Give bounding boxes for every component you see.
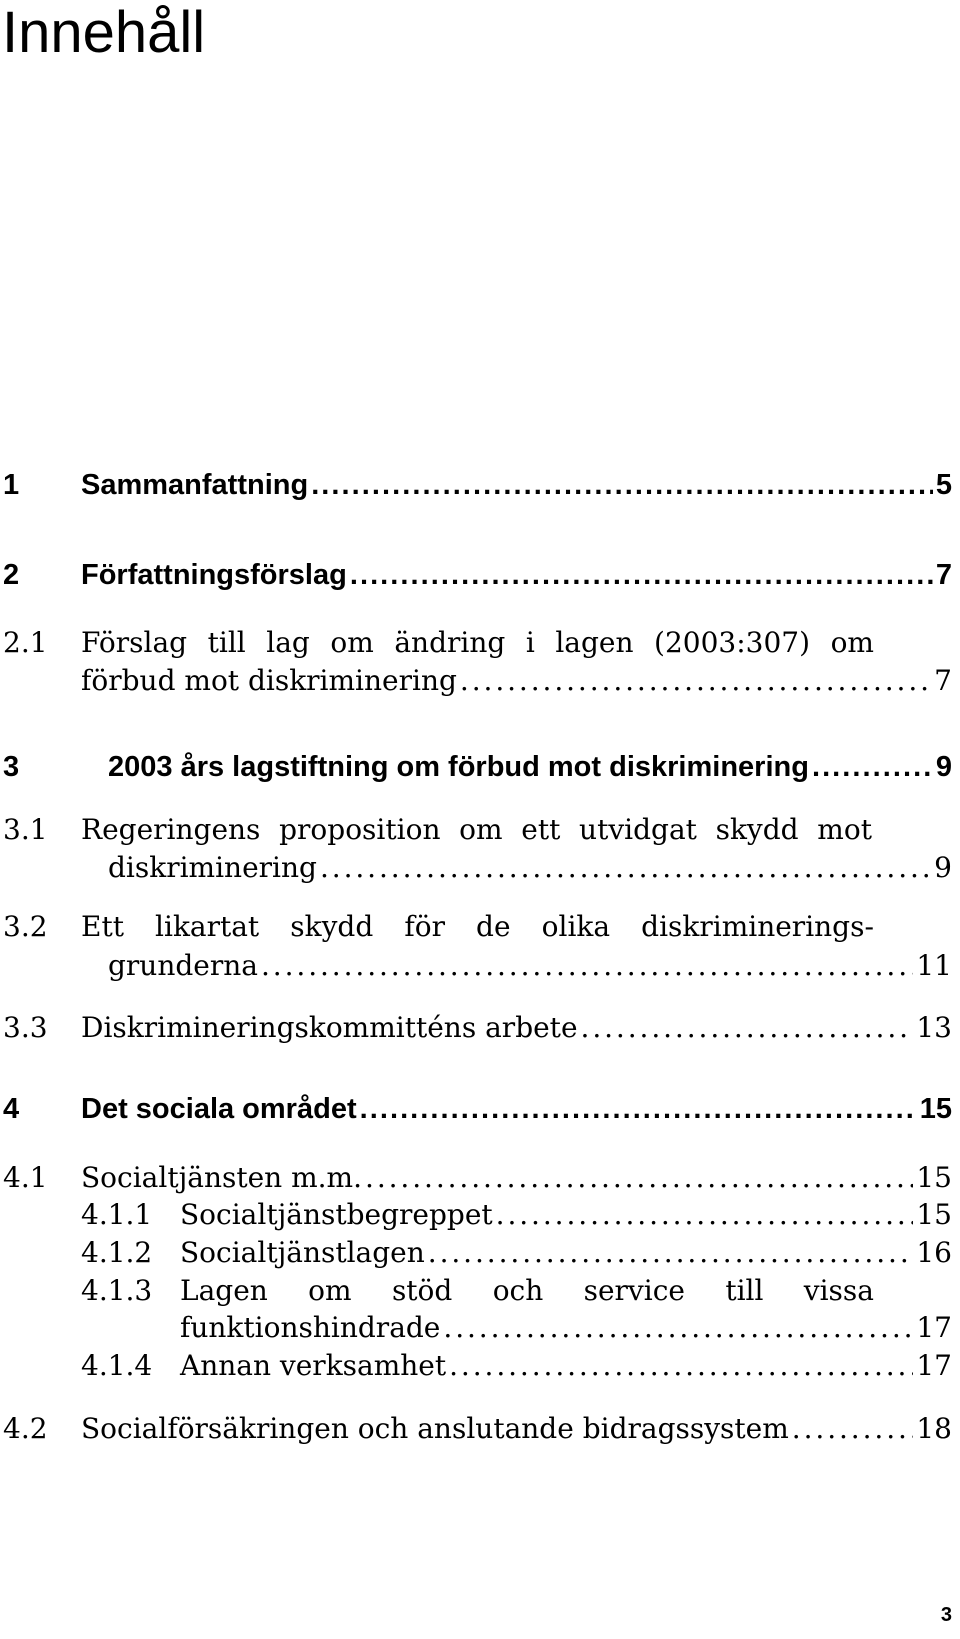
page-number: 3 [940, 1604, 952, 1626]
toc-word: vissa [803, 1274, 874, 1307]
toc-title: Socialtjänstlagen [180, 1236, 425, 1269]
toc-leader [460, 664, 931, 697]
toc-entry-4[interactable] [0, 1086, 952, 1126]
toc-page: 18 [916, 1412, 952, 1445]
toc-number: 2 [3, 559, 20, 591]
toc-title: 2003 års lagstiftning om förbud mot diskriminering [108, 751, 809, 783]
toc-word: ändring [394, 626, 506, 659]
toc-leader [443, 1311, 913, 1344]
toc-entry-3-2[interactable] [0, 903, 952, 943]
toc-word: skydd [290, 910, 374, 943]
toc-word: olika [541, 910, 611, 943]
toc-word: om [830, 626, 874, 659]
toc-title-line: grunderna [108, 949, 258, 982]
toc-page: 7 [934, 664, 952, 697]
toc-word: utvidgat [579, 813, 697, 846]
toc-number: 3 [3, 751, 20, 783]
toc-word: och [492, 1274, 544, 1307]
toc-number: 4.1.1 [81, 1198, 153, 1231]
toc-word: om [330, 626, 374, 659]
toc-entry-3-3[interactable] [0, 1004, 952, 1044]
toc-word: till [725, 1274, 764, 1307]
toc-entry-2[interactable] [0, 552, 952, 592]
toc-title: Socialförsäkringen och anslutande bidragssystem [81, 1412, 789, 1445]
toc-title-line: diskriminering [108, 851, 317, 884]
toc-entry-3-1[interactable] [0, 806, 952, 846]
toc-entry-4-1-2[interactable] [0, 1229, 952, 1269]
toc-title: Diskrimineringskommitténs arbete [81, 1011, 578, 1044]
toc-title: Det sociala området [81, 1093, 357, 1125]
toc-word: lagen [555, 626, 634, 659]
toc-word: för [404, 910, 445, 943]
toc-leader [496, 1198, 914, 1231]
toc-word: skydd [715, 813, 799, 846]
toc-page: 17 [916, 1349, 952, 1382]
toc-page: 11 [916, 949, 952, 982]
toc-entry-3-2-cont[interactable] [0, 942, 952, 982]
toc-title: Annan verksamhet [180, 1349, 447, 1382]
toc-title-line: funktionshindrade [180, 1311, 441, 1344]
toc-page: 15 [916, 1161, 952, 1194]
toc-number: 3.1 [3, 813, 48, 846]
toc-page: 15 [919, 1093, 952, 1125]
toc-entry-4-1-3-cont[interactable] [0, 1304, 952, 1344]
toc-number: 4.1.4 [81, 1349, 153, 1382]
toc-title: Sammanfattning [81, 469, 309, 501]
toc-page: 7 [935, 559, 952, 591]
toc-word: (2003:307) [654, 626, 811, 659]
toc-number: 4 [3, 1093, 20, 1125]
toc-page: 17 [916, 1311, 952, 1344]
toc-entry-4-2[interactable] [0, 1405, 952, 1445]
toc-leader [449, 1349, 913, 1382]
toc-word: de [476, 910, 511, 943]
toc-word: Regeringens [81, 813, 261, 846]
toc-word: i [525, 626, 535, 659]
toc-leader [581, 1011, 914, 1044]
toc-word: Förslag [81, 626, 188, 659]
toc-number: 1 [3, 469, 20, 501]
toc-page: 13 [916, 1011, 952, 1044]
toc-leader [320, 851, 931, 884]
toc-word: ett [521, 813, 561, 846]
toc-leader [360, 1093, 917, 1126]
toc-number: 2.1 [3, 626, 48, 659]
toc-page: 15 [916, 1198, 952, 1231]
toc-leader [311, 469, 933, 502]
toc-leader [428, 1236, 914, 1269]
toc-page: 9 [934, 851, 952, 884]
toc-number: 4.1.3 [81, 1274, 153, 1307]
toc-number: 4.1.2 [81, 1236, 153, 1269]
toc-entry-2-1-cont[interactable] [0, 657, 952, 697]
toc-word: service [583, 1274, 685, 1307]
toc-leader [812, 751, 933, 784]
toc-entry-4-1-1[interactable] [0, 1191, 952, 1231]
toc-leader [261, 949, 913, 982]
toc-title: Socialtjänsten m.m. [81, 1161, 363, 1194]
toc-leader [350, 559, 933, 592]
toc-word: mot [817, 813, 872, 846]
toc-entry-3-1-cont[interactable] [0, 844, 952, 884]
toc-word: till [207, 626, 246, 659]
toc-number: 4.2 [3, 1412, 48, 1445]
toc-page: 5 [935, 469, 952, 501]
page-title: Innehåll [2, 0, 206, 65]
toc-word: diskriminerings- [641, 910, 874, 943]
toc-word: lag [266, 626, 310, 659]
toc-leader [792, 1412, 914, 1445]
toc-title: Socialtjänstbegreppet [180, 1198, 493, 1231]
toc-word: stöd [391, 1274, 453, 1307]
toc-number: 3.2 [3, 910, 48, 943]
toc-page: 9 [935, 751, 952, 783]
toc-word: Ett [81, 910, 124, 943]
toc-number: 3.3 [3, 1011, 48, 1044]
toc-word: proposition [279, 813, 441, 846]
toc-title-line: förbud mot diskriminering [81, 664, 457, 697]
toc-entry-4-1-4[interactable] [0, 1342, 952, 1382]
toc-number: 4.1 [3, 1161, 48, 1194]
toc-entry-4-1[interactable] [0, 1154, 952, 1194]
toc-page: 16 [916, 1236, 952, 1269]
toc-word: om [459, 813, 503, 846]
toc-entry-4-1-3[interactable] [0, 1267, 952, 1307]
toc-word: om [308, 1274, 352, 1307]
toc-word: Lagen [180, 1274, 268, 1307]
toc-word: likartat [155, 910, 260, 943]
toc-entry-1[interactable] [0, 462, 952, 502]
toc-title: Författningsförslag [81, 559, 347, 591]
toc-entry-2-1[interactable] [0, 619, 952, 659]
toc-entry-3[interactable] [0, 744, 952, 784]
toc-leader [365, 1161, 913, 1194]
